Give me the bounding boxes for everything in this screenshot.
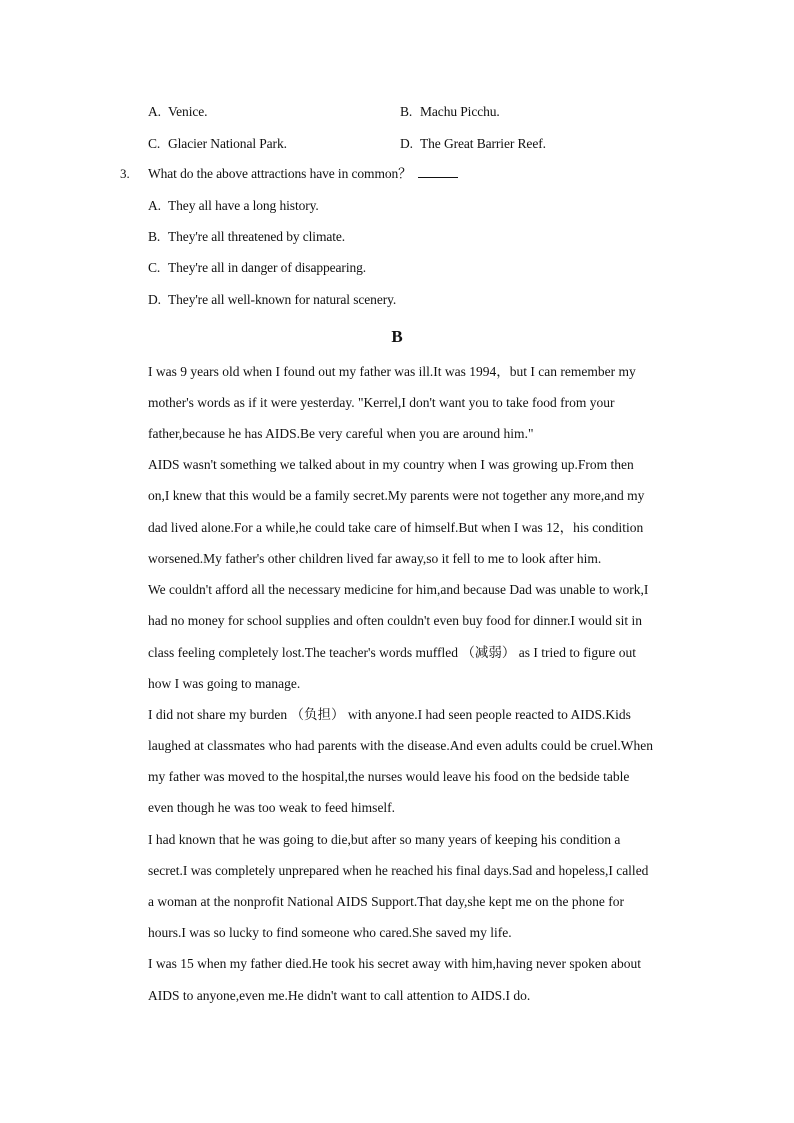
- q3-stem-text: What do the above attractions have in common？: [148, 166, 412, 181]
- q3-option-a[interactable]: [148, 197, 319, 215]
- q2-option-b-letter: B.: [400, 104, 413, 119]
- q2-option-a[interactable]: [148, 103, 207, 121]
- q3-option-d-text: They're all well-known for natural scenery.: [168, 292, 397, 307]
- passage-line: my father was moved to the hospital,the nurses would leave his food on the bedside table: [148, 769, 630, 784]
- q2-option-c[interactable]: [148, 135, 287, 153]
- passage-line: dad lived alone.For a while,he could take care of himself.But when I was 12，his condition: [148, 520, 644, 535]
- q3-option-b[interactable]: [148, 228, 345, 246]
- q2-option-a-text: Venice.: [168, 104, 208, 119]
- q2-option-b[interactable]: [400, 103, 500, 121]
- q3-option-d-letter: D.: [148, 292, 161, 307]
- q2-option-d-text: The Great Barrier Reef.: [420, 136, 546, 151]
- passage-line: on,I knew that this would be a family secret.My parents were not together any more,and my: [148, 488, 645, 503]
- passage-line: worsened.My father's other children lived far away,so it fell to me to look after him.: [148, 551, 602, 566]
- q3-option-c-letter: C.: [148, 260, 161, 275]
- q2-option-d[interactable]: [400, 135, 546, 153]
- q3-option-a-text: They all have a long history.: [168, 198, 319, 213]
- passage-line: I had known that he was going to die,but after so many years of keeping his condition a: [148, 832, 621, 847]
- q2-option-d-letter: D.: [400, 136, 413, 151]
- passage-line: even though he was too weak to feed himself.: [148, 800, 396, 815]
- passage-line: AIDS to anyone,even me.He didn't want to call attention to AIDS.I do.: [148, 988, 531, 1003]
- q3-option-c-text: They're all in danger of disappearing.: [168, 260, 367, 275]
- passage-line: how I was going to manage.: [148, 676, 301, 691]
- section-b-heading: B: [391, 327, 403, 346]
- q3-option-d[interactable]: [148, 291, 396, 309]
- q2-option-c-letter: C.: [148, 136, 161, 151]
- passage-line: mother's words as if it were yesterday. "Kerrel,I don't want you to take food from your: [148, 395, 615, 410]
- passage-line: AIDS wasn't something we talked about in my country when I was growing up.From then: [148, 457, 634, 472]
- q2-option-a-letter: A.: [148, 104, 161, 119]
- passage-line: laughed at classmates who had parents with the disease.And even adults could be cruel.When: [148, 738, 653, 753]
- q3-option-b-letter: B.: [148, 229, 161, 244]
- passage-line: class feeling completely lost.The teacher's words muffled （减弱） as I tried to figure out: [148, 645, 637, 660]
- passage-line: hours.I was so lucky to find someone who cared.She saved my life.: [148, 925, 512, 940]
- passage-line: had no money for school supplies and often couldn't even buy food for dinner.I would sit in: [148, 613, 642, 628]
- q3-answer-blank[interactable]: [418, 165, 458, 178]
- q3-stem: [148, 165, 458, 183]
- passage-line: a woman at the nonprofit National AIDS Support.That day,she kept me on the phone for: [148, 894, 625, 909]
- q3-option-a-letter: A.: [148, 198, 161, 213]
- q3-option-b-text: They're all threatened by climate.: [168, 229, 346, 244]
- q3-number: 3.: [120, 166, 130, 181]
- q2-option-c-text: Glacier National Park.: [168, 136, 287, 151]
- passage-line: I was 15 when my father died.He took his secret away with him,having never spoken about: [148, 956, 641, 971]
- q3-option-c[interactable]: [148, 259, 366, 277]
- passage-line: I was 9 years old when I found out my father was ill.It was 1994，but I can remember my: [148, 364, 636, 379]
- passage-line: We couldn't afford all the necessary medicine for him,and because Dad was unable to work,I: [148, 582, 649, 597]
- q2-option-b-text: Machu Picchu.: [420, 104, 500, 119]
- passage-line: I did not share my burden （负担） with anyone.I had seen people reacted to AIDS.Kids: [148, 707, 631, 722]
- passage-line: secret.I was completely unprepared when he reached his final days.Sad and hopeless,I called: [148, 863, 649, 878]
- passage-line: father,because he has AIDS.Be very careful when you are around him.": [148, 426, 534, 441]
